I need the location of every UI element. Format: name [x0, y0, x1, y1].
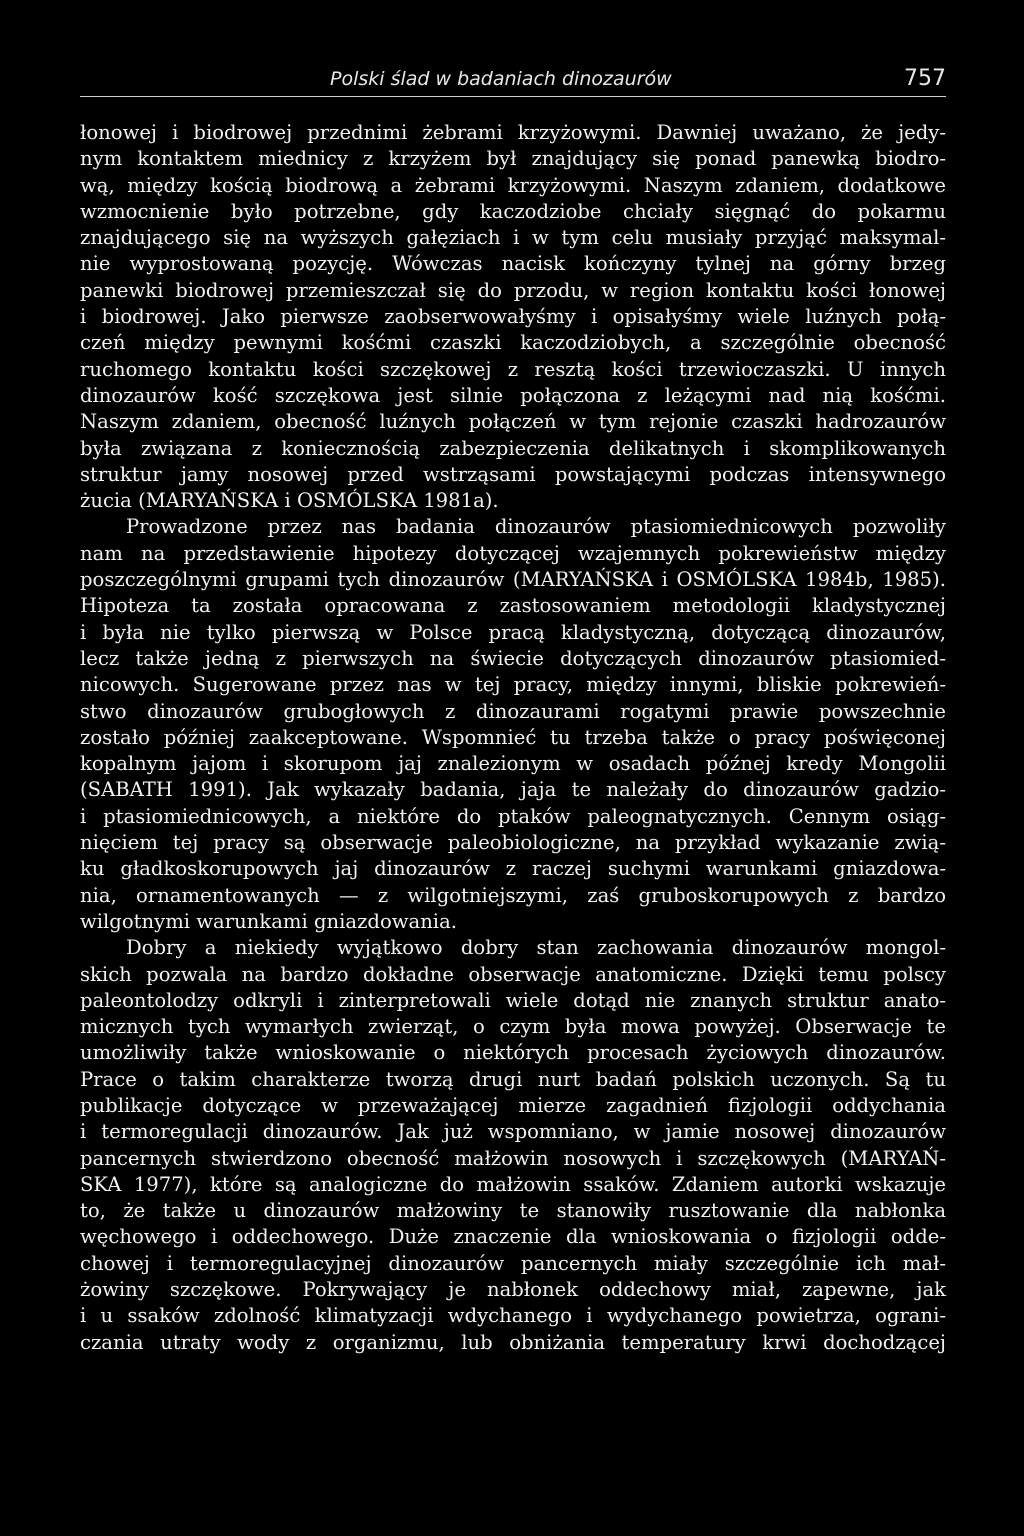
text-line: węchowego i oddechowego. Duże znaczenie dla wnioskowania o fizjologii odde- — [80, 1225, 946, 1249]
text-line: Prowadzone przez nas badania dinozaurów ptasiomiednicowych pozwoliły — [126, 515, 946, 539]
text-line: to, że także u dinozaurów małżowiny te stanowiły rusztowanie dla nabłonka — [80, 1199, 946, 1223]
text-line: chowej i termoregulacyjnej dinozaurów pancernych miały szczególnie ich mał- — [80, 1251, 946, 1275]
text-line: Hipoteza ta została opracowana z zastosowaniem metodologii kladystycznej — [80, 594, 946, 618]
text-line: i ptasiomiednicowych, a niektóre do ptaków paleognatycznych. Cennym osiąg- — [80, 804, 946, 828]
text-line: publikacje dotyczące w przeważającej mierze zagadnień fizjologii oddychania — [80, 1093, 946, 1117]
running-head — [80, 64, 946, 97]
text-line: znajdującego się na wyższych gałęziach i w tym celu musiały przyjąć maksymal- — [80, 226, 946, 250]
text-line: panewki biodrowej przemieszczał się do przodu, w region kontaktu kości łonowej — [80, 278, 946, 302]
text-line: micznych tych wymarłych zwierząt, o czym była mowa powyżej. Obserwacje te — [80, 1015, 946, 1039]
text-line: czania utraty wody z organizmu, lub obniżania temperatury krwi dochodzącej — [80, 1330, 946, 1354]
text-line: i biodrowej. Jako pierwsze zaobserwowałyśmy i opisałyśmy wiele luźnych połą- — [80, 305, 946, 329]
text-line: nięciem tej pracy są obserwacje paleobiologiczne, na przykład wykazanie zwią- — [80, 831, 946, 855]
text-line: i termoregulacji dinozaurów. Jak już wspomniano, w jamie nosowej dinozaurów — [80, 1120, 946, 1144]
body-text — [80, 120, 946, 1356]
text-line: łonowej i biodrowej przednimi żebrami krzyżowymi. Dawniej uważano, że jedy- — [80, 121, 946, 144]
text-line: kopalnym jajom i skorupom jaj znalezionym w osadach późnej kredy Mongolii — [80, 752, 946, 776]
text-line: pancernych stwierdzono obecność małżowin nosowych i szczękowych (MARYAŃ- — [80, 1146, 946, 1170]
text-line: nia, ornamentowanych — z wilgotniejszymi, zaś gruboskorupowych z bardzo — [80, 883, 946, 907]
text-line: i była nie tylko pierwszą w Polsce pracą kladystyczną, dotyczącą dinozaurów, — [80, 620, 946, 644]
text-line: umożliwiły także wnioskowanie o niektórych procesach życiowych dinozaurów. — [80, 1041, 946, 1065]
text-line: żowiny szczękowe. Pokrywający je nabłonek oddechowy miał, zapewne, jak — [80, 1278, 946, 1302]
running-title: Polski ślad w badaniach dinozaurów — [330, 68, 672, 90]
text-line: nicowych. Sugerowane przez nas w tej pracy, między innymi, bliskie pokrewień- — [80, 673, 946, 697]
text-line: wą, między kością biodrową a żebrami krzyżowymi. Naszym zdaniem, dodatkowe — [80, 173, 946, 197]
text-line: i u ssaków zdolność klimatyzacji wdychanego i wydychanego powietrza, ograni- — [80, 1304, 946, 1328]
text-line: Naszym zdaniem, obecność luźnych połączeń w tym rejonie czaszki hadrozaurów — [80, 410, 946, 434]
text-line: poszczególnymi grupami tych dinozaurów (MARYAŃSKA i OSMÓLSKA 1984b, 1985). — [80, 568, 946, 592]
text-line: ruchomego kontaktu kości szczękowej z resztą kości trzewioczaszki. U innych — [80, 357, 946, 381]
text-line: paleontolodzy odkryli i zinterpretowali wiele dotąd nie znanych struktur anato- — [80, 988, 946, 1012]
text-line: stwo dinozaurów grubogłowych z dinozaurami rogatymi prawie powszechnie — [80, 699, 946, 723]
text-line: dinozaurów kość szczękowa jest silnie połączona z leżącymi nad nią kośćmi. — [80, 383, 946, 407]
page-number: 757 — [904, 66, 946, 91]
text-line: nie wyprostowaną pozycję. Wówczas nacisk kończyny tylnej na górny brzeg — [80, 252, 946, 276]
text-line: czeń między pewnymi kośćmi czaszki kaczodziobych, a szczególnie obecność — [80, 331, 946, 355]
text-line: wilgotnymi warunkami gniazdowania. — [80, 909, 457, 933]
text-line: lecz także jedną z pierwszych na świecie dotyczących dinozaurów ptasiomied- — [80, 646, 946, 670]
text-line: nam na przedstawienie hipotezy dotyczącej wzajemnych pokrewieństw między — [80, 541, 946, 565]
text-line: Dobry a niekiedy wyjątkowo dobry stan zachowania dinozaurów mongol- — [126, 936, 946, 960]
text-line: (SABATH 1991). Jak wykazały badania, jaja te należały do dinozaurów gadzio- — [80, 778, 946, 802]
text-line: ku gładkoskorupowych jaj dinozaurów z raczej suchymi warunkami gniazdowa- — [80, 857, 946, 881]
text-line: żucia (MARYAŃSKA i OSMÓLSKA 1981a). — [80, 489, 499, 513]
text-line: skich pozwala na bardzo dokładne obserwacje anatomiczne. Dzięki temu polscy — [80, 962, 946, 986]
text-line: struktur jamy nosowej przed wstrząsami powstającymi podczas intensywnego — [80, 462, 946, 486]
text-line: wzmocnienie było potrzebne, gdy kaczodziobe chciały sięgnąć do pokarmu — [80, 199, 946, 223]
text-line: nym kontaktem miednicy z krzyżem był znajdujący się ponad panewką biodro- — [80, 147, 946, 171]
text-line: SKA 1977), które są analogiczne do małżowin ssaków. Zdaniem autorki wskazuje — [80, 1172, 946, 1196]
text-line: Prace o takim charakterze tworzą drugi nurt badań polskich uczonych. Są tu — [80, 1067, 946, 1091]
text-line: była związana z koniecznością zabezpieczenia delikatnych i skomplikowanych — [80, 436, 946, 460]
text-line: zostało później zaakceptowane. Wspomnieć tu trzeba także o pracy poświęconej — [80, 725, 946, 749]
